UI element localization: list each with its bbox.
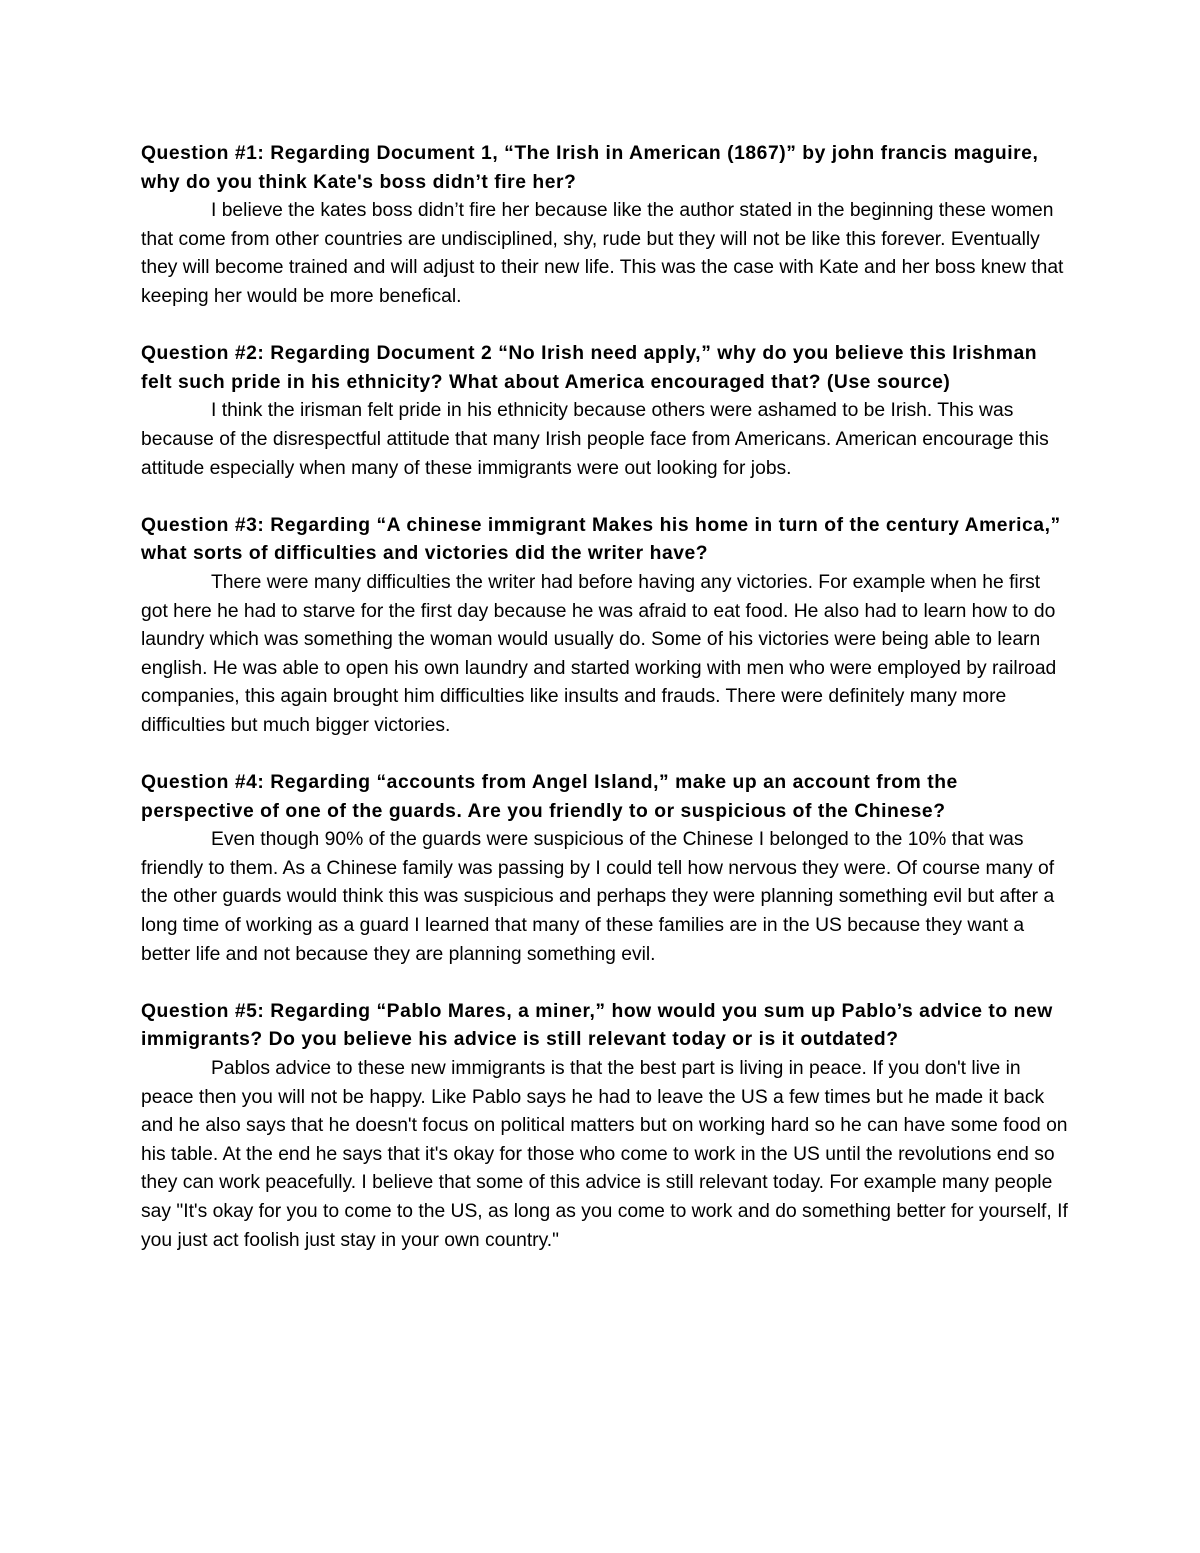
question-block-2 bbox=[141, 340, 1071, 483]
answer-paragraph: I think the irisman felt pride in his ethnicity because others were ashamed to be Irish. This was because of the disrespectful attitude that many Irish people face from Americans. American encourage this attitude especially when many of these immigrants were out looking for jobs. bbox=[141, 400, 1049, 479]
answer-paragraph: There were many difficulties the writer had before having any victories. For example when he first got here he had to starve for the first day because he was afraid to eat food. He also had to learn how to do laundry which was something the woman would usually do. Some of his victories were being able to learn english. He was able to open his own laundry and started working with men who were employed by railroad companies, this again brought him difficulties like insults and frauds. There were definitely many more difficulties but much bigger victories. bbox=[141, 571, 1057, 736]
document-page bbox=[141, 140, 1071, 1284]
question-heading: Question #4: Regarding “accounts from Angel Island,” make up an account from the perspective of one of the guards. Are you friendly to or suspicious of the Chinese? bbox=[141, 772, 958, 822]
question-block-5 bbox=[141, 998, 1071, 1255]
question-block-1 bbox=[141, 140, 1071, 312]
question-heading: Question #1: Regarding Document 1, “The Irish in American (1867)” by john francis maguire, why do you think Kate's boss didn’t fire her? bbox=[141, 143, 1039, 193]
question-block-4 bbox=[141, 769, 1071, 969]
answer-paragraph: I believe the kates boss didn’t fire her because like the author stated in the beginning these women that come from other countries are undisciplined, shy, rude but they will not be like this forever. Eventually they will become trained and will adjust to their new life. This was the case with Kate and her boss knew that keeping her would be more benefical. bbox=[141, 200, 1064, 307]
answer-paragraph: Pablos advice to these new immigrants is that the best part is living in peace. If you don't live in peace then you will not be happy. Like Pablo says he had to leave the US a few times but he made it back and he also says that he doesn't focus on political matters but on working hard so he can have some food on his table. At the end he says that it's okay for those who come to work in the US until the revolutions end so they can work peacefully. I believe that some of this advice is still relevant today. For example many people say "It's okay for you to come to the US, as long as you come to work and do something better for yourself, If you just act foolish just stay in your own country." bbox=[141, 1058, 1068, 1251]
question-block-3 bbox=[141, 512, 1071, 741]
question-heading: Question #5: Regarding “Pablo Mares, a miner,” how would you sum up Pablo’s advice to new immigrants? Do you believe his advice is still relevant today or is it outdated? bbox=[141, 1000, 1053, 1051]
question-heading: Question #2: Regarding Document 2 “No Irish need apply,” why do you believe this Irishman felt such pride in his ethnicity? What about America encouraged that? (Use source) bbox=[141, 343, 1038, 393]
question-heading: Question #3: Regarding “A chinese immigrant Makes his home in turn of the century America,” what sorts of difficulties and victories did the writer have? bbox=[141, 514, 1061, 565]
answer-paragraph: Even though 90% of the guards were suspicious of the Chinese I belonged to the 10% that was friendly to them. As a Chinese family was passing by I could tell how nervous they were. Of course many of the other guards would think this was suspicious and perhaps they were planning something evil but after a long time of working as a guard I learned that many of these families are in the US because they want a better life and not because they are planning something evil. bbox=[141, 829, 1055, 965]
